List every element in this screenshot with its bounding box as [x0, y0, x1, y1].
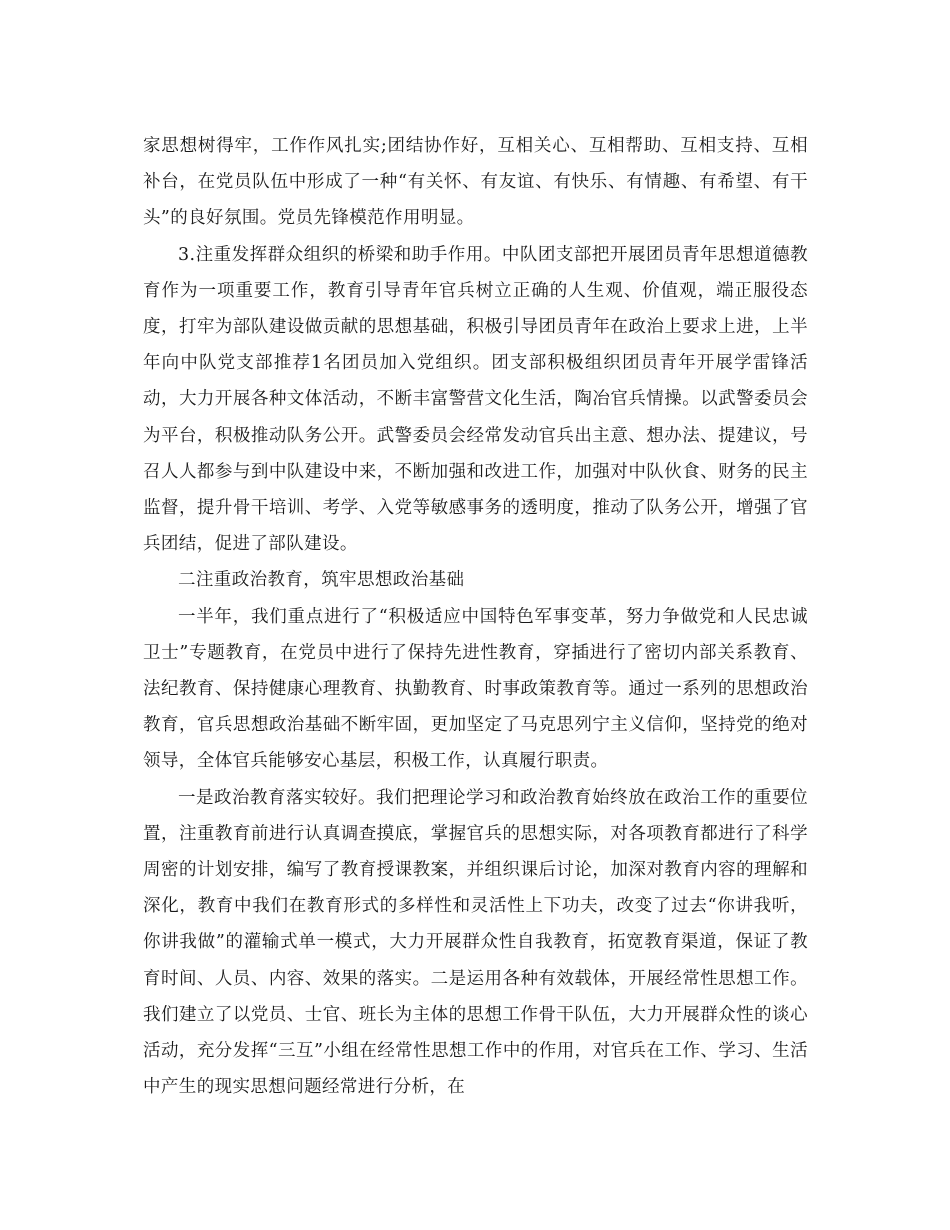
paragraph-2: 3.注重发挥群众组织的桥梁和助手作用。中队团支部把开展团员青年思想道德教育作为一项重要工作，教育引导青年官兵树立正确的人生观、价值观，端正服役态度，打牢为部队建设做贡献的思想基础，积极引导团员青年在政治上要求上进，上半年向中队党支部推荐1名团员加入党组织。团支部积极组织团员青年开展学雷锋活动，大力开展各种文体活动，不断丰富警营文化生活，陶冶官兵情操。以武警委员会为平台，积极推动队务公开。武警委员会经常发动官兵出主意、想办法、提建议，号召人人都参与到中队建设中来，不断加强和改进工作，加强对中队伙食、财务的民主监督，提升骨干培训、考学、入党等敏感事务的透明度，推动了队务公开，增强了官兵团结，促进了部队建设。 — [143, 244, 808, 555]
section-heading: 二注重政治教育，筑牢思想政治基础 — [178, 570, 465, 591]
document-body — [143, 128, 808, 1105]
paragraph-1: 家思想树得牢，工作作风扎实;团结协作好，互相关心、互相帮助、互相支持、互相补台，在党员队伍中形成了一种“有关怀、有友谊、有快乐、有情趣、有希望、有干头”的良好氛围。党员先锋模范作用明显。 — [143, 136, 808, 229]
paragraph-4: 一是政治教育落实较好。我们把理论学习和政治教育始终放在政治工作的重要位置，注重教育前进行认真调查摸底，掌握官兵的思想实际，对各项教育都进行了科学周密的计划安排，编写了教育授课教案，并组织课后讨论，加深对教育内容的理解和深化，教育中我们在教育形式的多样性和灵活性上下功夫，改变了过去“你讲我听，你讲我做”的灌输式单一模式，大力开展群众性自我教育，拓宽教育渠道，保证了教育时间、人员、内容、效果的落实。二是运用各种有效载体，开展经常性思想工作。我们建立了以党员、士官、班长为主体的思想工作骨干队伍，大力开展群众性的谈心活动，充分发挥“三互”小组在经常性思想工作中的作用，对官兵在工作、学习、生活中产生的现实思想问题经常进行分析，在 — [143, 787, 808, 1098]
paragraph-3: 一半年，我们重点进行了“积极适应中国特色军事变革，努力争做党和人民忠诚卫士”专题教育，在党员中进行了保持先进性教育，穿插进行了密切内部关系教育、法纪教育、保持健康心理教育、执勤教育、时事政策教育等。通过一系列的思想政治教育，官兵思想政治基础不断牢固，更加坚定了马克思列宁主义信仰，坚持党的绝对领导，全体官兵能够安心基层，积极工作，认真履行职责。 — [143, 606, 808, 772]
